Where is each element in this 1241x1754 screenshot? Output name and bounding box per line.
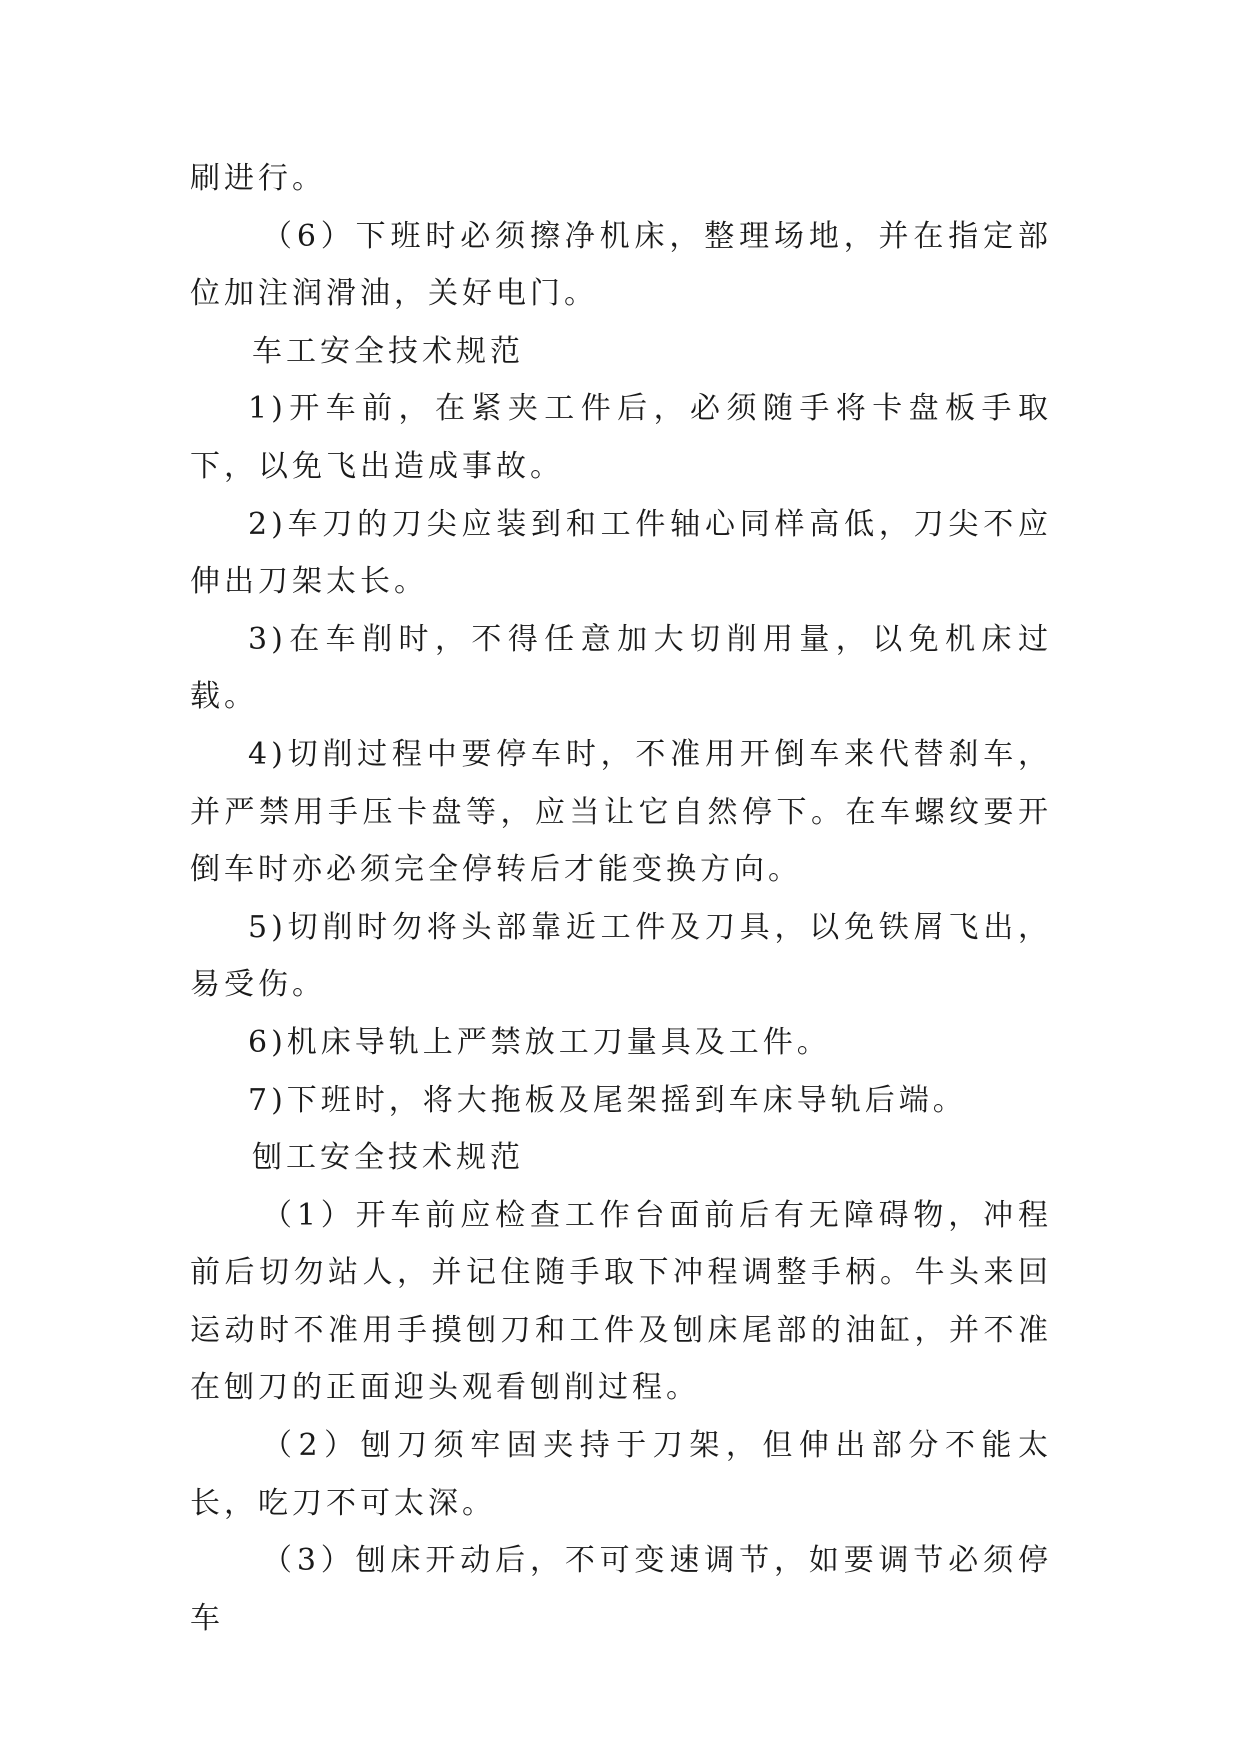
section-heading-planer: 刨工安全技术规范 <box>252 1140 524 1176</box>
section-heading-lathe: 车工安全技术规范 <box>252 333 524 369</box>
lathe-item-4: 4)切削过程中要停车时，不准用开倒车来代替刹车，并严禁用手压卡盘等，应当让它自然停下。在车螺纹要开倒车时亦必须完全停转后才能变换方向。 <box>190 736 1052 888</box>
lathe-item-2: 2)车刀的刀尖应装到和工件轴心同样高低，刀尖不应伸出刀架太长。 <box>190 506 1052 600</box>
document-body <box>190 150 1052 1647</box>
lathe-item-6: 6)机床导轨上严禁放工刀量具及工件。 <box>248 1024 831 1060</box>
planer-item-3: （3）刨床开动后，不可变速调节，如要调节必须停车 <box>190 1543 1052 1636</box>
lathe-item-7: 7)下班时，将大拖板及尾架摇到车床导轨后端。 <box>248 1082 967 1118</box>
lathe-item-3: 3)在车削时，不得任意加大切削用量，以免机床过载。 <box>190 621 1052 715</box>
paragraph-item-6: （6）下班时必须擦净机床，整理场地，并在指定部位加注润滑油，关好电门。 <box>190 218 1052 312</box>
planer-item-2: （2）刨刀须牢固夹持于刀架，但伸出部分不能太长，吃刀不可太深。 <box>190 1428 1052 1521</box>
planer-item-1: （1）开车前应检查工作台面前后有无障碍物，冲程前后切勿站人，并记住随手取下冲程调整手柄。牛头来回运动时不准用手摸刨刀和工件及刨床尾部的油缸，并不准在刨刀的正面迎头观看刨削过程。 <box>190 1197 1052 1406</box>
paragraph-continuation: 刷进行。 <box>190 161 326 196</box>
lathe-item-1: 1)开车前，在紧夹工件后，必须随手将卡盘板手取下，以免飞出造成事故。 <box>190 391 1052 484</box>
lathe-item-5: 5)切削时勿将头部靠近工件及刀具，以免铁屑飞出，易受伤。 <box>190 909 1052 1003</box>
